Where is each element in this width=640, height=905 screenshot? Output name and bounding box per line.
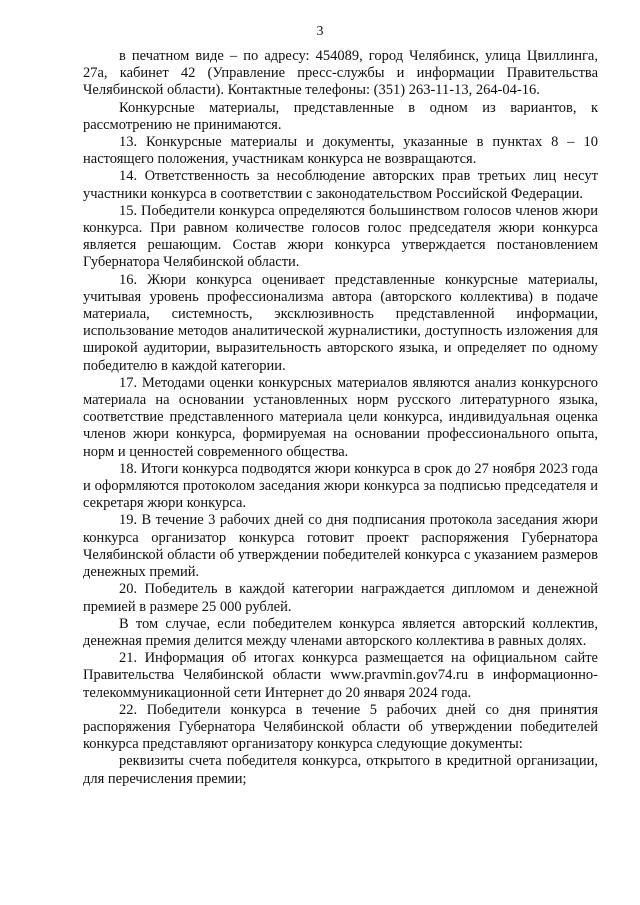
document-body	[83, 48, 598, 788]
paragraph: 20. Победитель в каждой категории награждается дипломом и денежной премией в размере 25 000 рублей.	[83, 581, 598, 615]
paragraph: 18. Итоги конкурса подводятся жюри конкурса в срок до 27 ноября 2023 года и оформляются протоколом заседания жюри конкурса за подписью председателя и секретаря жюри конкурса.	[83, 460, 598, 512]
paragraph: 15. Победители конкурса определяются большинством голосов членов жюри конкурса. При равном количестве голосов голос председателя жюри конкурса является решающим. Состав жюри конкурса утверждается постановлением Губернатора Челябинской области.	[83, 202, 598, 271]
paragraph: В том случае, если победителем конкурса является авторский коллектив, денежная премия делится между членами авторского коллектива в равных долях.	[83, 615, 598, 649]
paragraph: 22. Победители конкурса в течение 5 рабочих дней со дня принятия распоряжения Губернатора Челябинской области об утверждении победителей конкурса представляют организатору конкурса следующие документы:	[83, 701, 598, 753]
paragraph: Конкурсные материалы, представленные в одном из вариантов, к рассмотрению не принимаются.	[83, 99, 598, 133]
paragraph: 16. Жюри конкурса оценивает представленные конкурсные материалы, учитывая уровень профессионализма автора (авторского коллектива) в подаче материала, системность, эксклюзивность представленной информации, использование методов аналитической журналистики, доступность изложения для широкой аудитории, выразительность авторского языка, и определяет по одному победителю в каждой категории.	[83, 271, 598, 374]
paragraph: в печатном виде – по адресу: 454089, город Челябинск, улица Цвиллинга, 27а, кабинет 42 (Управление пресс-службы и информации Правительства Челябинской области). Контактные телефоны: (351) 263-11-13, 264-04-16.	[83, 48, 598, 99]
paragraph: реквизиты счета победителя конкурса, открытого в кредитной организации, для перечисления премии;	[83, 753, 598, 787]
page-number: 3	[316, 24, 324, 39]
paragraph: 17. Методами оценки конкурсных материалов являются анализ конкурсного материала на основании установленных норм русского литературного языка, соответствие представленного материала цели конкурса, индивидуальная оценка членов жюри конкурса, формируемая на основании профессионального опыта, норм и ценностей современного общества.	[83, 374, 598, 460]
paragraph: 13. Конкурсные материалы и документы, указанные в пунктах 8 – 10 настоящего положения, участникам конкурса не возвращаются.	[83, 134, 598, 168]
paragraph: 21. Информация об итогах конкурса размещается на официальном сайте Правительства Челябинской области www.pravmin.gov74.ru в информационно-телекоммуникационной сети Интернет до 20 января 2024 года.	[83, 650, 598, 701]
paragraph: 14. Ответственность за несоблюдение авторских прав третьих лиц несут участники конкурса в соответствии с законодательством Российской Федерации.	[83, 168, 598, 202]
paragraph: 19. В течение 3 рабочих дней со дня подписания протокола заседания жюри конкурса организатор конкурса готовит проект распоряжения Губернатора Челябинской области об утверждении победителей конкурса с указанием размеров денежных премий.	[83, 512, 598, 581]
